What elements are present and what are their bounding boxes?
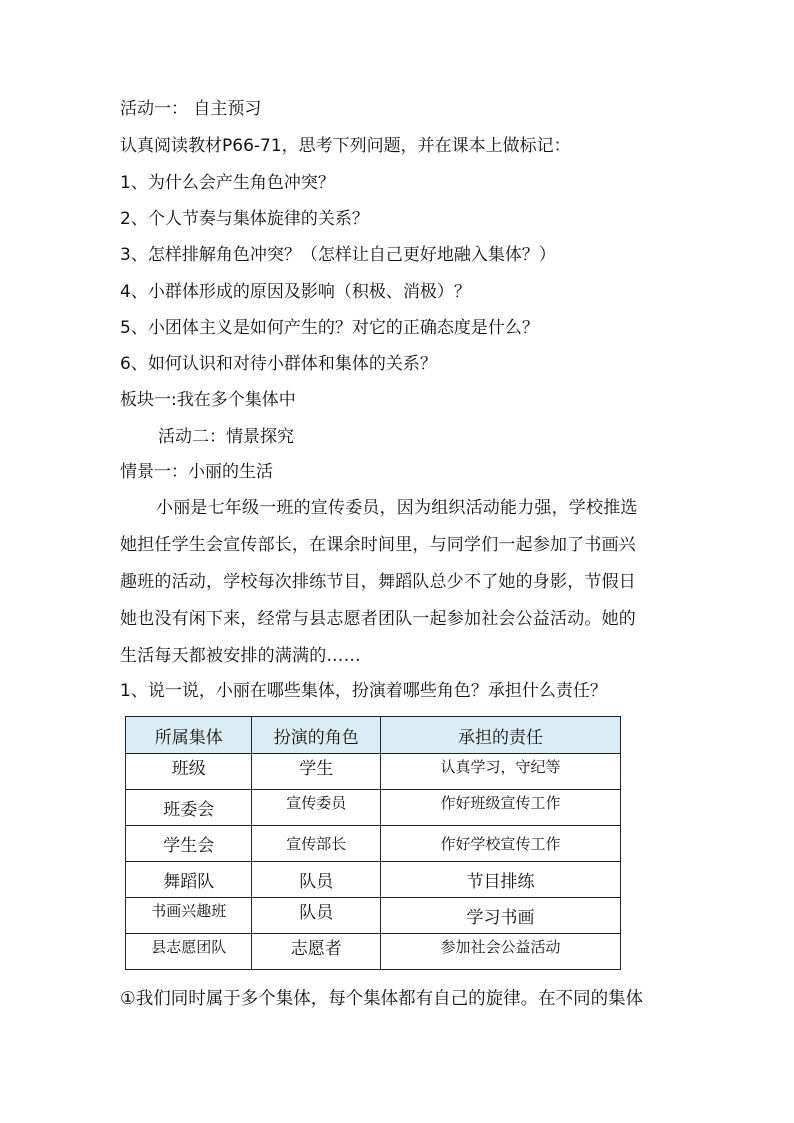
roles-table <box>125 716 621 970</box>
story-paragraph <box>120 490 680 675</box>
story-line: 趣班的活动，学校每次排练节目，舞蹈队总少不了她的身影，节假日 <box>120 572 636 592</box>
cell-duty: 作好班级宣传工作 <box>380 790 620 826</box>
question-1: 1、为什么会产生角色冲突？ <box>120 173 335 193</box>
table-row <box>126 934 621 970</box>
cell-role: 队员 <box>252 898 380 934</box>
story-line: 她担任学生会宣传部长，在课余时间里，与同学们一起参加了书画兴 <box>120 535 636 555</box>
table-question: 1、说一说，小丽在哪些集体，扮演着哪些角色？承担什么责任？ <box>120 681 607 701</box>
cell-duty: 学习书画 <box>380 898 620 934</box>
story-line: 小丽是七年级一班的宣传委员，因为组织活动能力强，学校推选 <box>156 498 638 518</box>
activity2-title: 活动二：情景探究 <box>158 427 294 447</box>
section1-title: 板块一:我在多个集体中 <box>120 390 296 410</box>
cell-group: 舞蹈队 <box>126 862 252 898</box>
cell-role: 宣传委员 <box>252 790 380 826</box>
footer-paragraph: ①我们同时属于多个集体，每个集体都有自己的旋律。在不同的集体 <box>120 989 644 1009</box>
cell-group: 班级 <box>126 754 252 790</box>
question-2: 2、个人节奏与集体旋律的关系？ <box>120 209 369 229</box>
header-role: 扮演的角色 <box>252 717 380 754</box>
cell-duty: 作好学校宣传工作 <box>380 826 620 862</box>
question-5: 5、小团体主义是如何产生的？对它的正确态度是什么？ <box>120 318 539 338</box>
question-3: 3、怎样排解角色冲突？（怎样让自己更好地融入集体？） <box>120 245 556 265</box>
table-row <box>126 790 621 826</box>
scene1-title: 情景一：小丽的生活 <box>120 462 273 482</box>
cell-duty: 参加社会公益活动 <box>380 934 620 970</box>
story-line: 生活每天都被安排的满满的…… <box>120 646 361 666</box>
cell-group: 书画兴趣班 <box>126 898 252 934</box>
story-line: 她也没有闲下来，经常与县志愿者团队一起参加社会公益活动。她的 <box>120 609 636 629</box>
cell-role: 宣传部长 <box>252 826 380 862</box>
header-group: 所属集体 <box>126 717 252 754</box>
activity1-title: 活动一： 自主预习 <box>120 99 262 119</box>
cell-group: 县志愿团队 <box>126 934 252 970</box>
table-row <box>126 898 621 934</box>
table-row <box>126 826 621 862</box>
cell-duty: 节目排练 <box>380 862 620 898</box>
cell-role: 学生 <box>252 754 380 790</box>
cell-duty: 认真学习，守纪等 <box>380 754 620 790</box>
question-6: 6、如何认识和对待小群体和集体的关系？ <box>120 354 437 374</box>
question-4: 4、小群体形成的原因及影响（积极、消极）？ <box>120 282 471 302</box>
table-row <box>126 862 621 898</box>
cell-role: 队员 <box>252 862 380 898</box>
header-duty: 承担的责任 <box>380 717 620 754</box>
cell-group: 班委会 <box>126 790 252 826</box>
cell-role: 志愿者 <box>252 934 380 970</box>
table-row <box>126 754 621 790</box>
activity1-intro: 认真阅读教材P66-71，思考下列问题，并在课本上做标记： <box>120 136 571 156</box>
cell-group: 学生会 <box>126 826 252 862</box>
table-header-row <box>126 717 621 754</box>
